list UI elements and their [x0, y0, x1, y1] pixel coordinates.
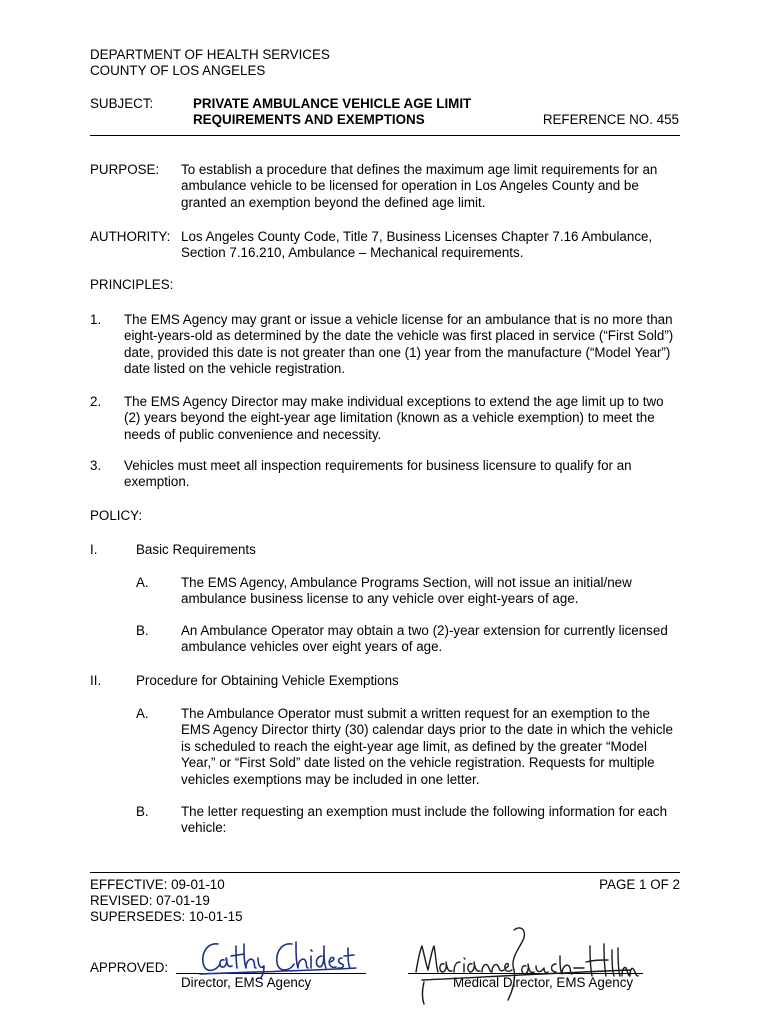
footer-divider: [90, 872, 680, 873]
principle-text: The EMS Agency may grant or issue a vehicle license for an ambulance that is no more than eight-years-old as determined by the date the vehicle was first placed in service (“First Sold”) date, provided this date is not greater than one (1) year from the manufacture (“Model Year”) date listed on the vehicle registration.: [124, 312, 674, 377]
principle-text: Vehicles must meet all inspection requirements for business licensure to qualify for an exemption.: [124, 458, 632, 490]
principles-heading: PRINCIPLES:: [90, 277, 174, 292]
policy-section-number: I.: [90, 542, 98, 557]
purpose-label: PURPOSE:: [90, 162, 160, 177]
page-number: PAGE 1 OF 2: [599, 877, 680, 892]
subject-label: SUBJECT:: [90, 96, 154, 111]
policy-section-number: II.: [90, 673, 102, 688]
supersedes-date: SUPERSEDES: 10-01-15: [90, 909, 243, 924]
policy-item-text: The Ambulance Operator must submit a written request for an exemption to the EMS Agency Director thirty (30) calendar days prior to the date in which the vehicle is scheduled to reach the eight-year age limit, as defined by the greater “Model Year,” or “First Sold” date listed on the vehicle registration. Requests for multiple vehicles exemptions may be included in one letter.: [181, 706, 673, 787]
principle-number: 2.: [90, 394, 102, 409]
director-signature: [196, 938, 356, 980]
policy-item-text: The letter requesting an exemption must include the following information for each vehicle:: [181, 804, 668, 836]
medical-director-title: Medical Director, EMS Agency: [453, 975, 634, 990]
director-title: Director, EMS Agency: [181, 975, 312, 990]
reference-number: REFERENCE NO. 455: [542, 112, 679, 127]
policy-heading: POLICY:: [90, 508, 143, 523]
policy-item-letter: A.: [136, 575, 149, 590]
policy-item-letter: B.: [136, 623, 149, 638]
header-divider: [90, 135, 680, 136]
county-name: COUNTY OF LOS ANGELES: [90, 63, 266, 78]
policy-item-text: The EMS Agency, Ambulance Programs Section, will not issue an initial/new ambulance business license to any vehicle over eight-years of age.: [181, 575, 632, 607]
subject-title-line-1: PRIVATE AMBULANCE VEHICLE AGE LIMIT: [193, 96, 472, 111]
purpose-text: To establish a procedure that defines the maximum age limit requirements for an ambulance vehicle to be licensed for operation in Los Angeles County and be granted an exemption beyond the defined age limit.: [181, 162, 658, 210]
principle-text: The EMS Agency Director may make individual exceptions to extend the age limit up to two (2) years beyond the eight-year age limitation (known as a vehicle exemption) to meet the needs of public convenience and necessity.: [124, 394, 664, 442]
authority-text: Los Angeles County Code, Title 7, Business Licenses Chapter 7.16 Ambulance, Section 7.16.210, Ambulance – Mechanical requirements.: [181, 229, 653, 261]
policy-section-title: Basic Requirements: [136, 542, 256, 557]
subject-title-line-2: REQUIREMENTS AND EXEMPTIONS: [193, 112, 425, 127]
policy-item-letter: B.: [136, 804, 149, 819]
revised-date: REVISED: 07-01-19: [90, 893, 210, 908]
principle-number: 1.: [90, 312, 102, 327]
policy-item-letter: A.: [136, 706, 149, 721]
medical-director-signature: [410, 920, 640, 1006]
policy-item-text: An Ambulance Operator may obtain a two (2)-year extension for currently licensed ambulance vehicles over eight years of age.: [181, 623, 668, 655]
effective-date: EFFECTIVE: 09-01-10: [90, 877, 225, 892]
approved-label: APPROVED:: [90, 960, 169, 975]
authority-label: AUTHORITY:: [90, 229, 171, 244]
principle-number: 3.: [90, 458, 102, 473]
department-name: DEPARTMENT OF HEALTH SERVICES: [90, 47, 330, 62]
policy-section-title: Procedure for Obtaining Vehicle Exemptions: [136, 673, 399, 688]
